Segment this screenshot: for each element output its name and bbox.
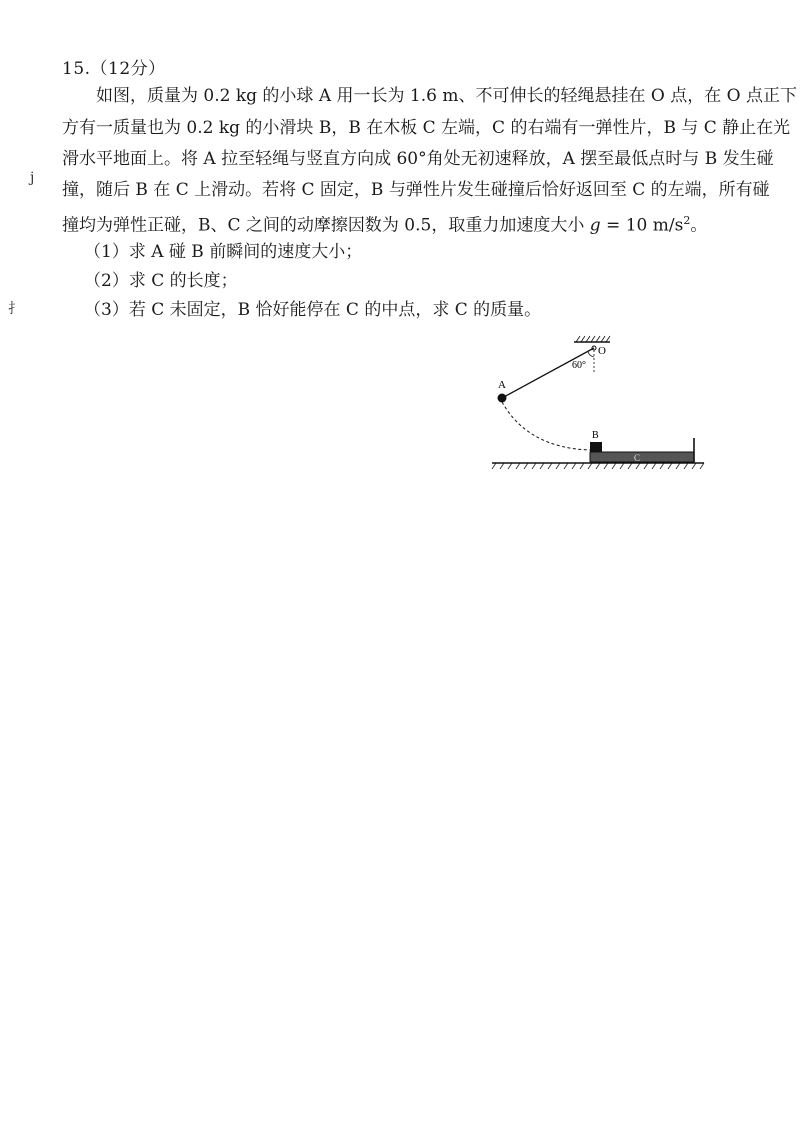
sub-question-1: （1）求 A 碰 B 前瞬间的速度大小； <box>84 242 363 262</box>
label-C: C <box>634 453 641 463</box>
gravity-symbol: g <box>589 215 601 236</box>
label-B: B <box>592 430 599 441</box>
margin-mark-2: 扌 <box>8 301 22 317</box>
label-A: A <box>498 379 506 391</box>
line5-end: 。 <box>690 215 708 236</box>
gravity-value: = 10 m/s <box>600 215 684 236</box>
ball-A <box>498 394 507 403</box>
sub-question-3: （3）若 C 未固定，B 恰好能停在 C 的中点，求 C 的质量。 <box>84 300 542 320</box>
gravity-exponent: 2 <box>683 214 691 227</box>
question-body-line-2: 方有一质量也为 0.2 kg 的小滑块 B，B 在木板 C 左端，C 的右端有一弹性片，B 与 C 静止在光 <box>62 118 791 138</box>
question-body-line-3: 滑水平地面上。将 A 拉至轻绳与竖直方向成 60°角处无初速释放，A 摆至最低点时与 B 发生碰 <box>62 149 774 169</box>
question-body-line-1: 如图，质量为 0.2 kg 的小球 A 用一长为 1.6 m、不可伸长的轻绳悬挂在 O 点，在 O 点正下 <box>96 86 797 106</box>
question-body-line-5 <box>62 209 707 238</box>
sub-question-2: （2）求 C 的长度； <box>84 271 238 291</box>
angle-arc <box>588 352 594 357</box>
ceiling-hatching <box>576 336 610 342</box>
label-O: O <box>598 345 606 357</box>
ground-hatching <box>492 463 704 469</box>
line5-prefix: 撞均为弹性正碰，B、C 之间的动摩擦因数为 0.5，取重力加速度大小 <box>62 215 590 236</box>
swing-path <box>502 402 590 450</box>
question-number: 15.（12分） <box>62 59 166 79</box>
pendulum-string <box>502 348 594 398</box>
board-C <box>590 452 694 462</box>
pendulum-diagram <box>488 330 710 480</box>
margin-mark-1: j <box>30 170 35 186</box>
block-B <box>590 442 602 452</box>
angle-label: 60° <box>572 360 586 371</box>
question-body-line-4: 撞，随后 B 在 C 上滑动。若将 C 固定，B 与弹性片发生碰撞后恰好返回至 C 的左端，所有碰 <box>62 180 770 200</box>
